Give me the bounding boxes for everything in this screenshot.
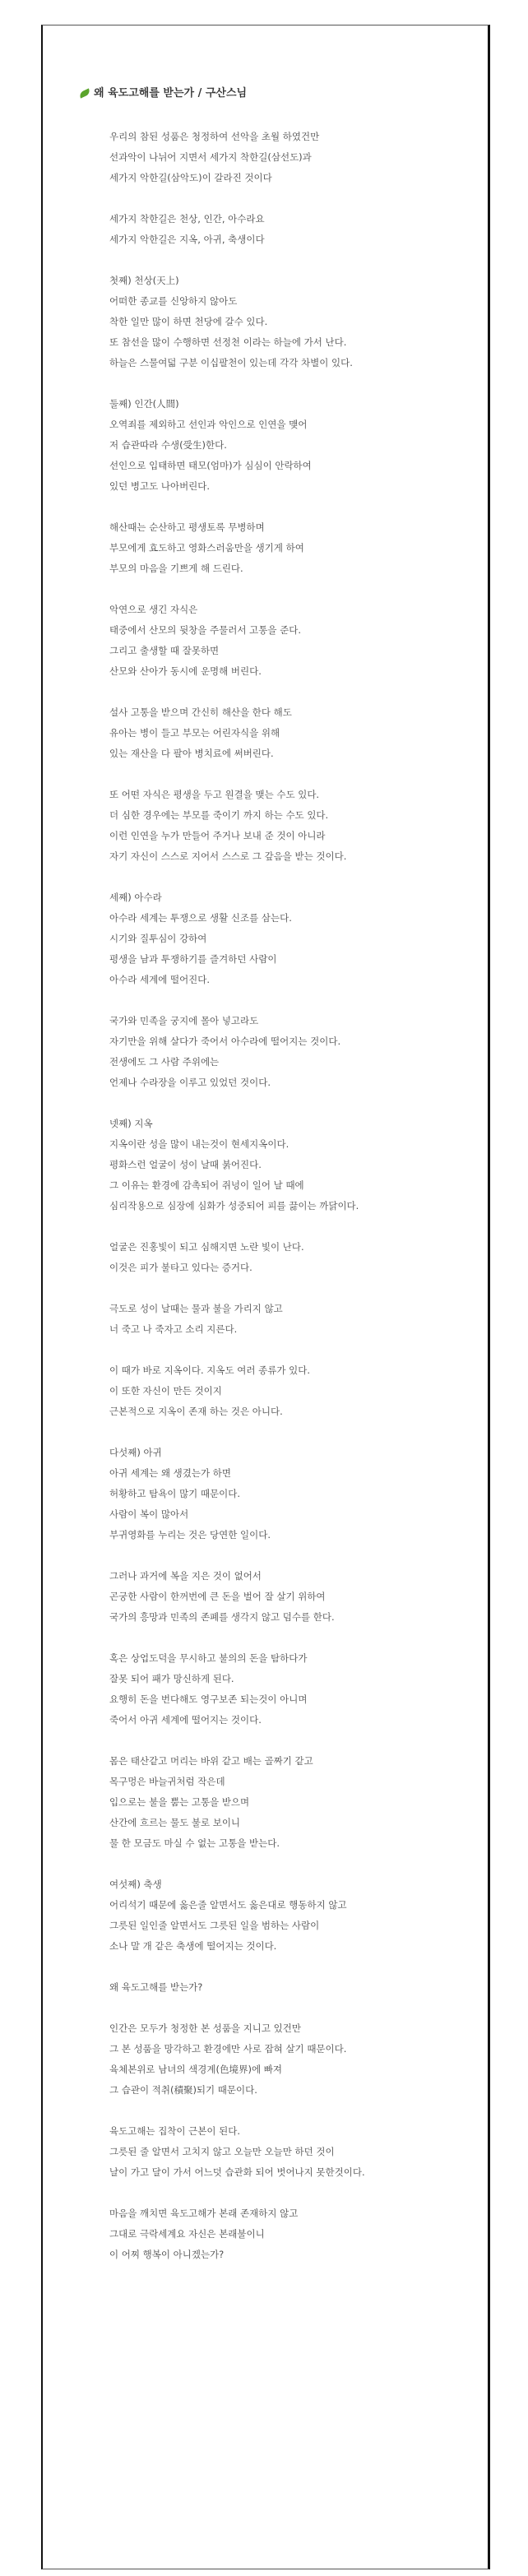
text-line: 아수라 세계는 투쟁으로 생활 신조를 삼는다. [109, 912, 292, 924]
text-line: 있던 병고도 나아버린다. [109, 480, 211, 492]
text-line: 몸은 태산같고 머리는 바위 같고 배는 골짜기 같고 [109, 1755, 313, 1767]
text-line: 자기 자신이 스스로 지어서 스스로 그 갚음을 받는 것이다. [109, 850, 347, 862]
paragraph [109, 2203, 471, 2265]
paragraph [109, 1011, 471, 1093]
text-line: 요행히 돈을 번다해도 영구보존 되는것이 아니며 [109, 1693, 308, 1705]
text-line: 국가와 민족을 궁지에 몰아 넣고라도 [109, 1015, 259, 1026]
text-line: 인간은 모두가 청정한 본 성품을 지니고 있건만 [109, 2022, 302, 2034]
text-line: 설사 고통을 받으며 간신히 해산을 한다 해도 [109, 707, 292, 718]
text-line: 오역죄를 제외하고 선인과 악인으로 인연을 맺어 [109, 419, 308, 430]
text-line: 죽어서 아귀 세계에 떨어지는 것이다. [109, 1714, 262, 1726]
text-line: 이 어찌 행복이 아니겠는가? [109, 2249, 225, 2260]
paragraph [109, 702, 471, 764]
text-line: 있는 재산을 다 팔아 병치료에 써버린다. [109, 748, 274, 759]
text-line: 둘째) 인간(人間) [109, 398, 179, 410]
paragraph [109, 2121, 471, 2183]
text-line: 곤궁한 사람이 한꺼번에 큰 돈을 벌어 잘 살기 위하여 [109, 1591, 326, 1602]
text-line: 넷째) 지옥 [109, 1118, 153, 1129]
text-line: 그릇된 일인줄 알면서도 그릇된 일을 범하는 사람이 [109, 1920, 320, 1931]
text-line: 세가지 악한길(삼악도)이 갈라진 것이다 [109, 172, 272, 183]
paragraph [109, 271, 471, 373]
paragraph [109, 1299, 471, 1340]
text-line: 심리작용으로 심장에 심화가 성중되어 피를 끓이는 까닭이다. [109, 1200, 359, 1212]
paragraph [109, 394, 471, 497]
text-line: 착한 일만 많이 하면 천당에 갈수 있다. [109, 316, 268, 327]
text-line: 지옥이란 성을 많이 내는것이 현세지옥이다. [109, 1138, 289, 1150]
leaf-icon [78, 88, 91, 98]
text-line: 선과악이 나뉘어 지면서 세가지 착한길(삼선도)과 [109, 151, 312, 163]
post-title: 왜 육도고해를 받는가 / 구산스님 [94, 87, 248, 100]
text-line: 국가의 흥망과 민족의 존폐를 생각지 않고 덤수를 한다. [109, 1611, 335, 1623]
text-line: 육체본위로 남녀의 색경계(色境界)에 빠져 [109, 2064, 282, 2075]
paragraph [109, 1566, 471, 1628]
text-line: 어리석기 때문에 옳은줄 알면서도 옳은대로 행동하지 않고 [109, 1899, 347, 1911]
paragraph [109, 1874, 471, 1957]
text-line: 저 습관따라 수생(受生)한다. [109, 439, 227, 451]
paragraph [109, 785, 471, 867]
text-line: 허황하고 탐욕이 많기 때문이다. [109, 1488, 241, 1499]
text-line: 다섯째) 아귀 [109, 1447, 162, 1458]
paragraph [109, 209, 471, 250]
paragraph [109, 1114, 471, 1216]
paragraph [109, 887, 471, 990]
text-line: 근본적으로 지옥이 존재 하는 것은 아니다. [109, 1406, 283, 1417]
text-line: 입으로는 불을 뿜는 고통을 받으며 [109, 1796, 250, 1808]
post-body [109, 127, 471, 2286]
text-line: 이 또한 자신이 만든 것이지 [109, 1385, 222, 1397]
text-line: 어떠한 종교를 신앙하지 않아도 [109, 295, 238, 307]
text-line: 더 심한 경우에는 부모를 죽이기 까지 하는 수도 있다. [109, 809, 329, 821]
text-line: 그러나 과거에 복을 지은 것이 없어서 [109, 1570, 262, 1582]
text-line: 부모의 마음을 기쁘게 해 드린다. [109, 563, 243, 574]
text-line: 너 죽고 나 죽자고 소리 지른다. [109, 1323, 238, 1335]
paragraph [109, 1237, 471, 1278]
text-line: 이 때가 바로 지옥이다. 지옥도 여러 종류가 있다. [109, 1364, 310, 1376]
text-line: 태중에서 산모의 뒷창을 주물러서 고통을 준다. [109, 624, 302, 636]
text-line: 부귀영화를 누리는 것은 당연한 일이다. [109, 1529, 271, 1541]
text-line: 왜 육도고해를 받는가? [109, 1981, 203, 1993]
text-line: 산간에 흐르는 물도 불로 보이니 [109, 1817, 241, 1828]
text-line: 평화스런 얼굴이 성이 날때 붉어진다. [109, 1159, 262, 1170]
text-line: 목구멍은 바늘귀처럼 작은데 [109, 1776, 225, 1787]
paragraph [109, 1648, 471, 1730]
text-line: 하늘은 스물여덟 구분 이십팔천이 있는데 각각 차별이 있다. [109, 357, 353, 368]
text-line: 우리의 참된 성품은 청정하여 선악을 초월 하였건만 [109, 131, 320, 142]
text-line: 그 본 성품을 망각하고 환경에만 사로 잡혀 살기 때문이다. [109, 2043, 347, 2055]
text-line: 그 이유는 환경에 감촉되어 쥐넝이 일어 날 때에 [109, 1179, 304, 1191]
paragraph [109, 600, 471, 682]
text-line: 아수라 세계에 떨어진다. [109, 974, 211, 985]
text-line: 그 습관이 적취(積聚)되기 때문이다. [109, 2084, 257, 2096]
paragraph [109, 1360, 471, 1422]
text-line: 악연으로 생긴 자식은 [109, 604, 198, 615]
text-line: 이런 인연을 누가 만들어 주거나 보내 준 것이 아니라 [109, 830, 326, 841]
paragraph [109, 2018, 471, 2101]
text-line: 날이 가고 달이 가서 어느덧 습관화 되어 벗어나지 못한것이다. [109, 2166, 365, 2178]
text-line: 전생에도 그 사람 주위에는 [109, 1056, 220, 1068]
text-line: 시기와 질투심이 강하여 [109, 933, 207, 944]
text-line: 유아는 병이 들고 부모는 어린자식을 위해 [109, 727, 280, 739]
text-line: 육도고해는 집착이 근본이 된다. [109, 2125, 241, 2137]
paragraph [109, 127, 471, 188]
paragraph [109, 1977, 471, 1998]
text-line: 언제나 수라장을 이루고 있었던 것이다. [109, 1077, 271, 1088]
paragraph [109, 517, 471, 579]
text-line: 소나 말 개 같은 축생에 떨어지는 것이다. [109, 1940, 277, 1952]
text-line: 또 어떤 자식은 평생을 두고 원결을 맺는 수도 있다. [109, 789, 320, 800]
text-line: 세가지 착한길은 천상, 인간, 아수라요 [109, 213, 265, 225]
text-line: 물 한 모금도 마실 수 없는 고통을 받는다. [109, 1837, 280, 1849]
text-line: 극도로 성이 날때는 물과 불을 가리지 않고 [109, 1303, 283, 1314]
text-line: 평생을 남과 투쟁하기를 즐겨하던 사람이 [109, 953, 277, 965]
paragraph [109, 1751, 471, 1854]
text-line: 이것은 피가 불타고 있다는 증거다. [109, 1262, 252, 1273]
text-line: 또 참선을 많이 수행하면 선정천 이라는 하늘에 가서 난다. [109, 336, 347, 348]
text-line: 그대로 극락세계요 자신은 본래불이니 [109, 2228, 265, 2240]
text-line: 얼굴은 진홍빛이 되고 심해지면 노란 빛이 난다. [109, 1241, 304, 1253]
text-line: 그리고 출생할 때 잘못하면 [109, 645, 220, 656]
text-line: 마음을 깨치면 육도고해가 본래 존재하지 않고 [109, 2208, 299, 2219]
paragraph [109, 1443, 471, 1545]
text-line: 세째) 아수라 [109, 892, 162, 903]
text-line: 부모에게 효도하고 영화스러움만을 생기게 하여 [109, 542, 304, 554]
text-line: 혹은 상업도덕을 무시하고 불의의 돈을 탐하다가 [109, 1652, 308, 1664]
text-line: 해산때는 순산하고 평생토록 무병하며 [109, 521, 265, 533]
text-line: 잘못 되어 패가 망신하게 된다. [109, 1673, 234, 1684]
text-line: 세가지 악한길은 지옥, 아귀, 축생이다 [109, 234, 265, 245]
post-title-row [79, 84, 247, 100]
text-line: 선인으로 입태하면 태모(엄마)가 심심이 안락하여 [109, 460, 312, 471]
text-line: 사람이 복이 많아서 [109, 1508, 189, 1520]
text-line: 첫째) 천상(天上) [109, 275, 179, 286]
text-line: 산모와 산아가 동시에 운명해 버린다. [109, 665, 262, 677]
text-line: 자기만을 위해 살다가 죽어서 아수라에 떨어지는 것이다. [109, 1035, 341, 1047]
text-line: 그릇된 줄 알면서 고치지 않고 오늘만 오늘만 하던 것이 [109, 2146, 335, 2157]
text-line: 여섯째) 축생 [109, 1879, 162, 1890]
text-line: 아귀 세계는 왜 생겼는가 하면 [109, 1467, 231, 1479]
